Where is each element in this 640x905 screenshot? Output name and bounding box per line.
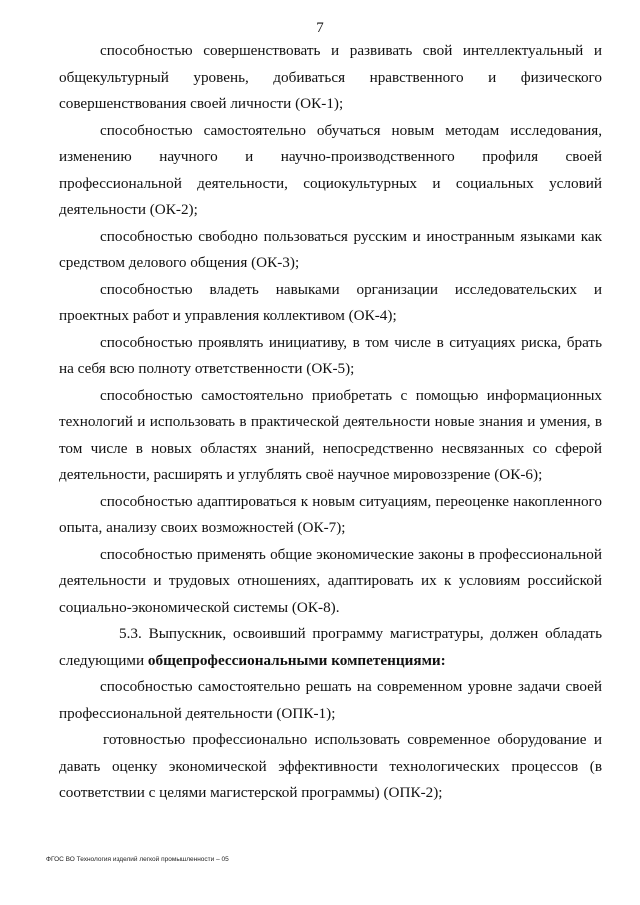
paragraph-ok-1: способностью совершенствовать и развивать свой интеллектуальный и общекультурный уровень, добиваться нравственного и физического совершенствования своей личности (ОК-1); [59,42,602,112]
section-5-3-heading [59,621,602,674]
paragraph-opk-2: готовностью профессионально использовать современное оборудование и давать оценку экономической эффективности технологических процессов (в соответствии с целями магистерской программы) (ОПК-2); [59,731,602,801]
section-intro-text: 5.3. Выпускник, освоивший программу магистратуры, должен обладать следующими [59,625,602,669]
paragraph-opk-1: способностью самостоятельно решать на современном уровне задачи своей профессиональной деятельности (ОПК-1); [59,678,602,722]
section-bold-term: общепрофессиональными компетенциями: [147,651,446,669]
page-footer: ФГОС ВО Технология изделий легкой промышленности – 05 [46,856,229,863]
paragraph-ok-4: способностью владеть навыками организации исследовательских и проектных работ и управления коллективом (ОК-4); [59,280,602,324]
paragraph-ok-7: способностью адаптироваться к новым ситуациям, переоценке накопленного опыта, анализу своих возможностей (ОК-7); [59,492,602,536]
paragraph-ok-5: способностью проявлять инициативу, в том числе в ситуациях риска, брать на себя всю полноту ответственности (ОК-5); [59,333,602,377]
paragraph-ok-6: способностью самостоятельно приобретать с помощью информационных технологий и использовать в практической деятельности новые знания и умения, в том числе в новых областях знаний, непосредственно несвязанных со сферой деятельности, расширять и углублять своё научное мировоззрение (ОК-6); [59,386,602,483]
paragraph-ok-3: способностью свободно пользоваться русским и иностранным языками как средством делового общения (ОК-3); [59,227,602,271]
paragraph-ok-8: способностью применять общие экономические законы в профессиональной деятельности и трудовых отношениях, адаптировать их к условиям российской социально-экономической системы (ОК-8). [59,545,602,616]
document-body [59,38,602,807]
page-number: 7 [316,20,324,36]
paragraph-ok-2: способностью самостоятельно обучаться новым методам исследования, изменению научного и научно-производственного профиля своей профессиональной деятельности, социокультурных и социальных условий деятельности (ОК-2); [59,121,602,218]
